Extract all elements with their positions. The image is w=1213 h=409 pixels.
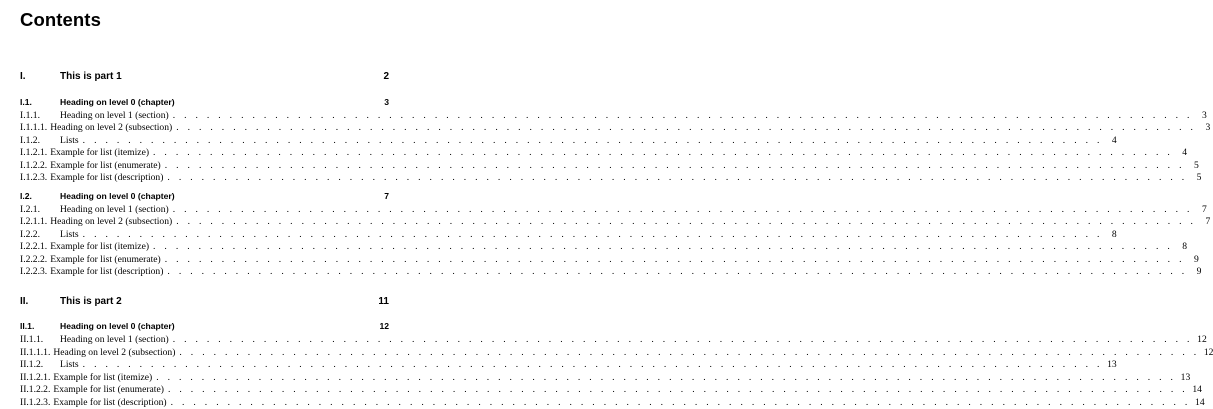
dot-leader: . . . . . . . . . . . . . . . . . . . . . . . . . . . . . . . . . . . . . . . . . . . . . . . . . . . . . . . . . . . . . . . . . . . . . . . . . . . . . . . . . . . . . . . . . . bbox=[179, 347, 1200, 358]
toc-entry-title: Heading on level 2 (subsection) bbox=[50, 216, 173, 227]
toc-section-entry[interactable] bbox=[20, 265, 1202, 278]
toc-entry-title: Heading on level 1 (section) bbox=[60, 204, 169, 215]
toc-entry-number: I.1.1.1. bbox=[20, 122, 48, 133]
toc-page-number: 8 bbox=[1111, 229, 1117, 240]
toc-entry-title: Example for list (enumerate) bbox=[53, 384, 164, 395]
toc-page-number: 3 bbox=[1201, 110, 1207, 121]
dot-leader: . . . . . . . . . . . . . . . . . . . . . . . . . . . . . . . . . . . . . . . . . . . . . . . . . . . . . . . . . . . . . . . . . . . . . . . . . . . . . . . . . . . . . . . . . . bbox=[82, 135, 1103, 146]
toc-chapter-entry[interactable] bbox=[20, 190, 389, 203]
toc-entry-number: II.1. bbox=[20, 321, 35, 331]
toc-entry-title: Heading on level 2 (subsection) bbox=[50, 122, 173, 133]
toc-page-number: 3 bbox=[384, 97, 389, 107]
toc-page-number: 4 bbox=[1111, 135, 1117, 146]
toc-entry-number: II.1.2.3. bbox=[20, 397, 51, 408]
toc-entry-number: II.1.2.2. bbox=[20, 384, 51, 395]
toc-page-number: 8 bbox=[1182, 241, 1188, 252]
toc-section-entry[interactable] bbox=[20, 396, 1205, 409]
toc-entry-number: I.2.2. bbox=[20, 229, 40, 240]
toc-page-number: 7 bbox=[384, 191, 389, 201]
toc-entry-number: I.1.1. bbox=[20, 110, 40, 121]
toc-entry-title: Example for list (enumerate) bbox=[50, 160, 161, 171]
toc-page-number: 2 bbox=[383, 71, 389, 82]
toc-entry-number: II.1.2.1. bbox=[20, 372, 51, 383]
toc-entry-title: Heading on level 0 (chapter) bbox=[60, 321, 175, 331]
dot-leader: . . . . . . . . . . . . . . . . . . . . . . . . . . . . . . . . . . . . . . . . . . . . . . . . . . . . . . . . . . . . . . . . . . . . . . . . . . . . . . . . . . . . . . . . . . bbox=[167, 384, 1188, 395]
toc-page-number: 12 bbox=[379, 321, 389, 331]
dot-leader: . . . . . . . . . . . . . . . . . . . . . . . . . . . . . . . . . . . . . . . . . . . . . . . . . . . . . . . . . . . . . . . . . . . . . . . . . . . . . . . . . . . . . . . . . . bbox=[176, 216, 1197, 227]
toc-page-number: 12 bbox=[1197, 334, 1207, 345]
dot-leader: . . . . . . . . . . . . . . . . . . . . . . . . . . . . . . . . . . . . . . . . . . . . . . . . . . . . . . . . . . . . . . . . . . . . . . . . . . . . . . . . . . . . . . . . . . bbox=[170, 397, 1191, 408]
toc-part-entry[interactable] bbox=[20, 70, 389, 83]
toc-entry-number: II.1.1.1. bbox=[20, 347, 51, 358]
dot-leader: . . . . . . . . . . . . . . . . . . . . . . . . . . . . . . . . . . . . . . . . . . . . . . . . . . . . . . . . . . . . . . . . . . . . . . . . . . . . . . . . . . . . . . . . . . bbox=[172, 110, 1193, 121]
toc-section-entry[interactable] bbox=[20, 171, 1202, 184]
toc-entry-title: Example for list (itemize) bbox=[53, 372, 153, 383]
toc-page-number: 5 bbox=[1193, 160, 1199, 171]
toc-entry-title: Example for list (enumerate) bbox=[50, 254, 161, 265]
dot-leader: . . . . . . . . . . . . . . . . . . . . . . . . . . . . . . . . . . . . . . . . . . . . . . . . . . . . . . . . . . . . . . . . . . . . . . . . . . . . . . . . . . . . . . . . . . bbox=[153, 147, 1174, 158]
toc-page-number: 12 bbox=[1203, 347, 1213, 358]
toc-page-number: 9 bbox=[1193, 254, 1199, 265]
toc-section-entry[interactable] bbox=[20, 383, 1202, 396]
toc-section-entry[interactable] bbox=[20, 240, 1188, 253]
toc-entry-number: I.1.2.1. bbox=[20, 147, 48, 158]
toc-section-entry[interactable] bbox=[20, 358, 1117, 371]
toc-entry-title: This is part 2 bbox=[60, 296, 122, 307]
toc-entry-title: Heading on level 1 (section) bbox=[60, 110, 169, 121]
toc-entry-number: I.1.2.2. bbox=[20, 160, 48, 171]
toc-part-entry[interactable] bbox=[20, 295, 389, 308]
toc-page-number: 7 bbox=[1201, 204, 1207, 215]
toc-entry-title: Heading on level 0 (chapter) bbox=[60, 97, 175, 107]
toc-entry-number: I.2.1. bbox=[20, 204, 40, 215]
toc-section-entry[interactable] bbox=[20, 121, 1211, 134]
toc-entry-title: Example for list (description) bbox=[50, 266, 164, 277]
dot-leader: . . . . . . . . . . . . . . . . . . . . . . . . . . . . . . . . . . . . . . . . . . . . . . . . . . . . . . . . . . . . . . . . . . . . . . . . . . . . . . . . . . . . . . . . . . bbox=[172, 334, 1193, 345]
dot-leader: . . . . . . . . . . . . . . . . . . . . . . . . . . . . . . . . . . . . . . . . . . . . . . . . . . . . . . . . . . . . . . . . . . . . . . . . . . . . . . . . . . . . . . . . . . bbox=[164, 254, 1185, 265]
page-title: Contents bbox=[20, 9, 101, 30]
toc-page-number: 13 bbox=[1107, 359, 1117, 370]
toc-page-number: 13 bbox=[1180, 372, 1191, 383]
dot-leader: . . . . . . . . . . . . . . . . . . . . . . . . . . . . . . . . . . . . . . . . . . . . . . . . . . . . . . . . . . . . . . . . . . . . . . . . . . . . . . . . . . . . . . . . . . bbox=[82, 359, 1103, 370]
toc-entry-title: Heading on level 1 (section) bbox=[60, 334, 169, 345]
toc-page-number: 11 bbox=[378, 296, 389, 307]
toc-entry-number: I.2.2.3. bbox=[20, 266, 48, 277]
toc-entry-title: Heading on level 0 (chapter) bbox=[60, 191, 175, 201]
toc-chapter-entry[interactable] bbox=[20, 96, 389, 109]
toc-entry-number: I.2.1.1. bbox=[20, 216, 48, 227]
dot-leader: . . . . . . . . . . . . . . . . . . . . . . . . . . . . . . . . . . . . . . . . . . . . . . . . . . . . . . . . . . . . . . . . . . . . . . . . . . . . . . . . . . . . . . . . . . bbox=[167, 172, 1188, 183]
dot-leader: . . . . . . . . . . . . . . . . . . . . . . . . . . . . . . . . . . . . . . . . . . . . . . . . . . . . . . . . . . . . . . . . . . . . . . . . . . . . . . . . . . . . . . . . . . bbox=[167, 266, 1188, 277]
toc-page-number: 14 bbox=[1192, 384, 1202, 395]
toc-entry-number: I.1.2.3. bbox=[20, 172, 48, 183]
toc-entry-title: Heading on level 2 (subsection) bbox=[53, 347, 176, 358]
toc-entry-number: I.2.2.2. bbox=[20, 254, 48, 265]
dot-leader: . . . . . . . . . . . . . . . . . . . . . . . . . . . . . . . . . . . . . . . . . . . . . . . . . . . . . . . . . . . . . . . . . . . . . . . . . . . . . . . . . . . . . . . . . . bbox=[82, 229, 1103, 240]
toc-entry-title: Lists bbox=[60, 229, 79, 240]
toc-section-entry[interactable] bbox=[20, 215, 1211, 228]
toc-entry-number: I.2.2.1. bbox=[20, 241, 48, 252]
toc-page-number: 14 bbox=[1195, 397, 1205, 408]
toc-entry-title: Example for list (itemize) bbox=[50, 241, 150, 252]
toc-entry-title: Lists bbox=[60, 135, 79, 146]
toc-page-number: 9 bbox=[1196, 266, 1202, 277]
toc-entry-number: II. bbox=[20, 296, 29, 307]
dot-leader: . . . . . . . . . . . . . . . . . . . . . . . . . . . . . . . . . . . . . . . . . . . . . . . . . . . . . . . . . . . . . . . . . . . . . . . . . . . . . . . . . . . . . . . . . . bbox=[153, 241, 1174, 252]
toc-entry-number: I.1. bbox=[20, 97, 32, 107]
toc-entry-number: I.2. bbox=[20, 191, 32, 201]
toc-section-entry[interactable] bbox=[20, 146, 1188, 159]
dot-leader: . . . . . . . . . . . . . . . . . . . . . . . . . . . . . . . . . . . . . . . . . . . . . . . . . . . . . . . . . . . . . . . . . . . . . . . . . . . . . . . . . . . . . . . . . . bbox=[164, 160, 1185, 171]
toc-chapter-entry[interactable] bbox=[20, 320, 389, 333]
toc-page-number: 4 bbox=[1182, 147, 1188, 158]
toc-entry-title: Example for list (itemize) bbox=[50, 147, 150, 158]
toc-entry-number: I. bbox=[20, 71, 26, 82]
toc-entry-number: II.1.2. bbox=[20, 359, 44, 370]
toc-page-number: 7 bbox=[1205, 216, 1211, 227]
dot-leader: . . . . . . . . . . . . . . . . . . . . . . . . . . . . . . . . . . . . . . . . . . . . . . . . . . . . . . . . . . . . . . . . . . . . . . . . . . . . . . . . . . . . . . . . . . bbox=[156, 372, 1177, 383]
dot-leader: . . . . . . . . . . . . . . . . . . . . . . . . . . . . . . . . . . . . . . . . . . . . . . . . . . . . . . . . . . . . . . . . . . . . . . . . . . . . . . . . . . . . . . . . . . bbox=[176, 122, 1197, 133]
toc-entry-number: I.1.2. bbox=[20, 135, 40, 146]
toc-entry-title: Example for list (description) bbox=[53, 397, 167, 408]
toc-page-number: 3 bbox=[1205, 122, 1211, 133]
toc-entry-title: This is part 1 bbox=[60, 71, 122, 82]
toc-entry-number: II.1.1. bbox=[20, 334, 44, 345]
toc-page-number: 5 bbox=[1196, 172, 1202, 183]
toc-entry-title: Example for list (description) bbox=[50, 172, 164, 183]
toc-section-entry[interactable] bbox=[20, 333, 1207, 346]
toc-entry-title: Lists bbox=[60, 359, 79, 370]
dot-leader: . . . . . . . . . . . . . . . . . . . . . . . . . . . . . . . . . . . . . . . . . . . . . . . . . . . . . . . . . . . . . . . . . . . . . . . . . . . . . . . . . . . . . . . . . . bbox=[172, 204, 1193, 215]
